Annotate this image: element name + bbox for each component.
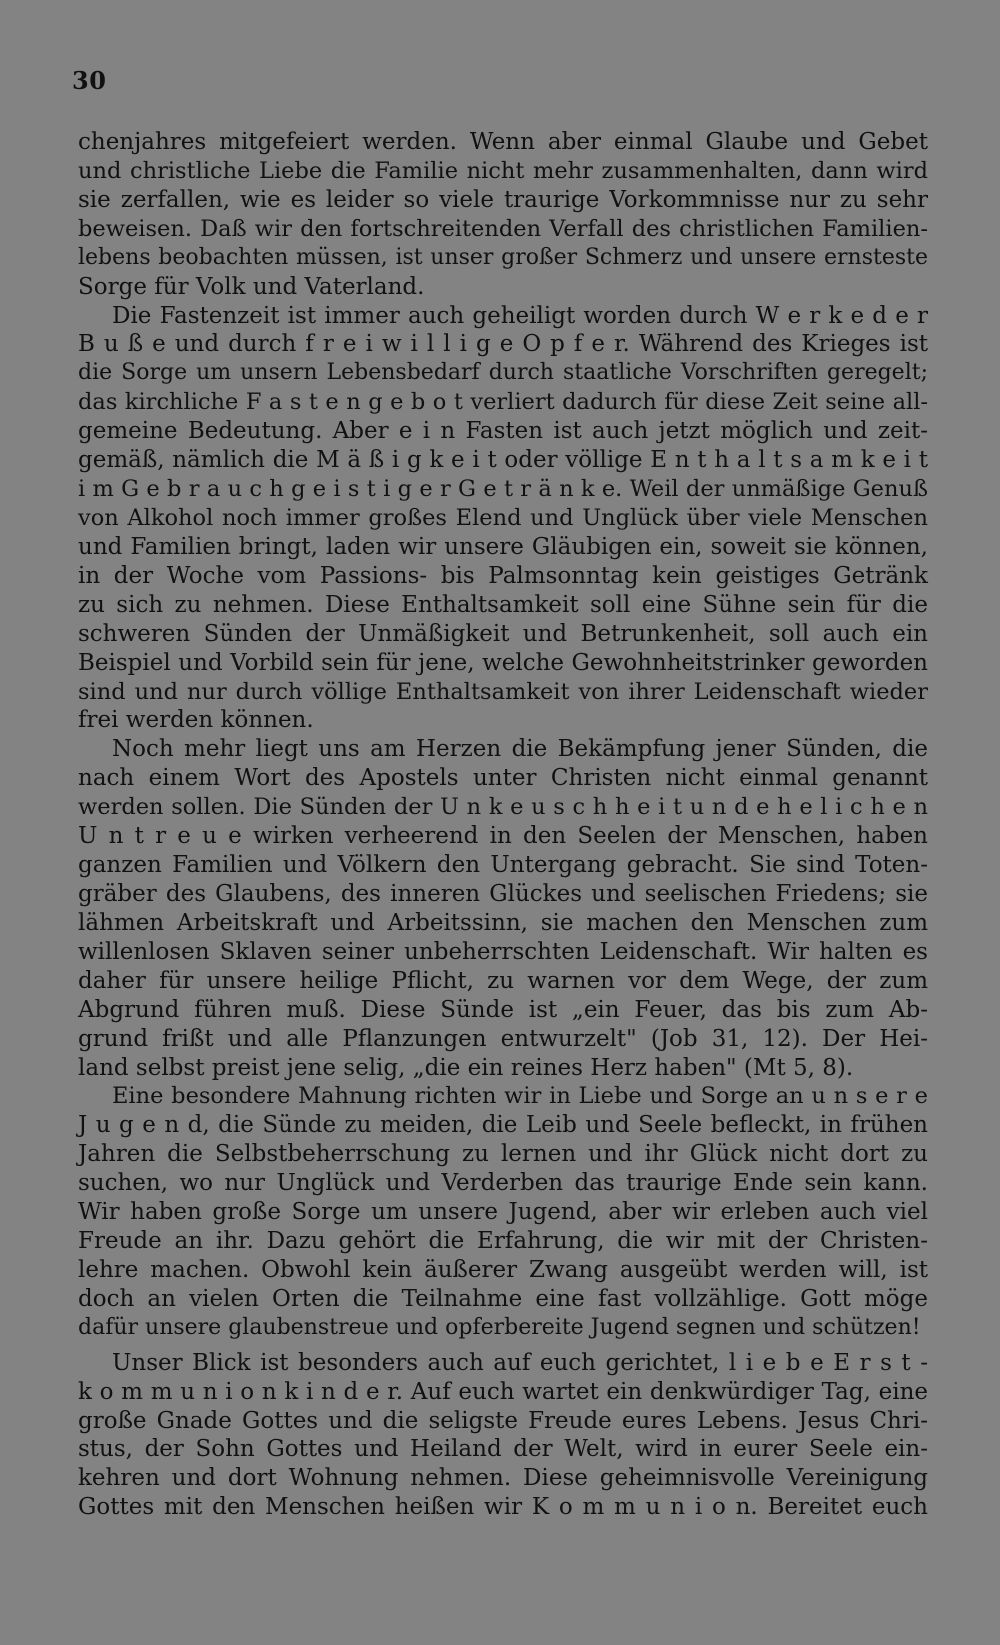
text-line: k o m m u n i o n k i n d e r. Auf euch wartet ein denkwürdiger Tag, eine [78,1378,928,1405]
text-line: Beispiel und Vorbild sein für jene, welche Gewohnheitstrinker geworden [78,649,928,676]
body-text [78,128,928,1522]
text-line: kehren und dort Wohnung nehmen. Diese geheimnisvolle Vereinigung [78,1465,928,1492]
text-line: B u ß e und durch f r e i w i l l i g e O p f e r. Während des Krieges ist [78,331,928,358]
text-line: Eine besondere Mahnung richten wir in Liebe und Sorge an u n s e r e [112,1083,928,1110]
text-line: beweisen. Daß wir den fortschreitenden Verfall des christlichen Familien- [78,215,928,242]
text-line: in der Woche vom Passions- bis Palmsonntag kein geistiges Getränk [78,562,928,589]
text-line: und Familien bringt, laden wir unsere Gläubigen ein, soweit sie können, [78,533,928,560]
text-line: land selbst preist jene selig, „die ein reines Herz haben" (Mt 5, 8). [78,1054,854,1081]
text-line: sind und nur durch völlige Enthaltsamkeit von ihrer Leidenschaft wieder [78,678,928,705]
text-line: U n t r e u e wirken verheerend in den Seelen der Menschen, haben [78,823,928,850]
text-line: sie zerfallen, wie es leider so viele traurige Vorkommnisse nur zu sehr [78,186,928,213]
text-line: i m G e b r a u c h g e i s t i g e r G e t r ä n k e. Weil der unmäßige Genuß [78,476,928,503]
text-line: grund frißt und alle Pflanzungen entwurzelt" (Job 31, 12). Der Hei- [78,1025,928,1052]
text-line: willenlosen Sklaven seiner unbeherrschten Leidenschaft. Wir halten es [78,938,928,965]
text-line: Sorge für Volk und Vaterland. [78,273,425,300]
text-line: dafür unsere glaubenstreue und opferbereite Jugend segnen und schützen! [78,1314,921,1340]
text-line: gräber des Glaubens, des inneren Glückes und seelischen Friedens; sie [78,880,928,907]
text-line: lebens beobachten müssen, ist unser großer Schmerz und unsere ernsteste [78,244,928,270]
text-line: lähmen Arbeitskraft und Arbeitssinn, sie machen den Menschen zum [78,909,928,936]
text-line: stus, der Sohn Gottes und Heiland der Welt, wird in eurer Seele ein- [78,1436,928,1463]
text-line: doch an vielen Orten die Teilnahme eine fast vollzählige. Gott möge [78,1285,928,1312]
text-line: nach einem Wort des Apostels unter Christen nicht einmal genannt [78,765,928,792]
text-line: zu sich zu nehmen. Diese Enthaltsamkeit soll eine Sühne sein für die [78,591,928,618]
text-line: Unser Blick ist besonders auch auf euch gerichtet, l i e b e E r s t - [112,1349,928,1376]
text-line: suchen, wo nur Unglück und Verderben das traurige Ende sein kann. [78,1170,928,1197]
text-line: Wir haben große Sorge um unsere Jugend, aber wir erleben auch viel [78,1199,928,1226]
text-line: gemäß, nämlich die M ä ß i g k e i t oder völlige E n t h a l t s a m k e i t [78,447,928,474]
text-line: frei werden können. [78,707,314,734]
text-line: daher für unsere heilige Pflicht, zu warnen vor dem Wege, der zum [78,967,928,994]
text-line: die Sorge um unsern Lebensbedarf durch staatliche Vorschriften geregelt; [78,360,928,386]
text-line: Jahren die Selbstbeherrschung zu lernen und ihr Glück nicht dort zu [78,1141,928,1168]
text-line: lehre machen. Obwohl kein äußerer Zwang ausgeübt werden will, ist [78,1256,928,1283]
text-line: chenjahres mitgefeiert werden. Wenn aber einmal Glaube und Gebet [78,129,928,155]
text-line: gemeine Bedeutung. Aber e i n Fasten ist auch jetzt möglich und zeit- [78,418,928,445]
text-line: Abgrund führen muß. Diese Sünde ist „ein Feuer, das bis zum Ab- [78,996,928,1023]
text-line: Noch mehr liegt uns am Herzen die Bekämpfung jener Sünden, die [112,736,928,763]
text-line: J u g e n d, die Sünde zu meiden, die Leib und Seele befleckt, in frühen [78,1112,928,1139]
text-line: und christliche Liebe die Familie nicht mehr zusammenhalten, dann wird [78,157,928,184]
text-line: Gottes mit den Menschen heißen wir K o m m u n i o n. Bereitet euch [78,1494,928,1521]
text-line: werden sollen. Die Sünden der U n k e u s c h h e i t u n d e h e l i c h e n [78,794,928,821]
text-line: schweren Sünden der Unmäßigkeit und Betrunkenheit, soll auch ein [78,620,928,647]
text-line: das kirchliche F a s t e n g e b o t verliert dadurch für diese Zeit seine all- [78,389,928,416]
text-line: große Gnade Gottes und die seligste Freude eures Lebens. Jesus Chri- [78,1407,928,1434]
page-number: 30 [72,66,107,95]
text-line: von Alkohol noch immer großes Elend und Unglück über viele Menschen [78,504,928,531]
text-line: Freude an ihr. Dazu gehört die Erfahrung, die wir mit der Christen- [78,1228,928,1255]
text-line: ganzen Familien und Völkern den Untergang gebracht. Sie sind Toten- [78,852,928,879]
text-line: Die Fastenzeit ist immer auch geheiligt worden durch W e r k e d e r [112,302,928,329]
